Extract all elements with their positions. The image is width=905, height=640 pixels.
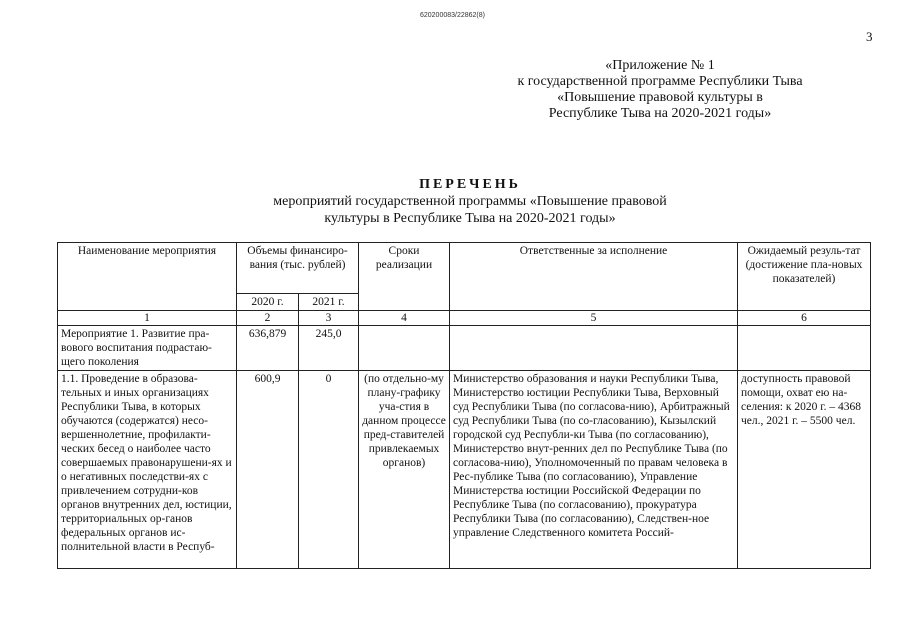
appendix-line: к государственной программе Республики Тыва [517,74,803,89]
appendix-line: Республике Тыва на 2020-2021 годы» [548,106,772,121]
header-responsible: Ответственные за исполнение [450,243,738,311]
funding-2020: 636,879 [237,326,299,371]
header-name: Наименование мероприятия [58,243,237,311]
funding-2020: 600,9 [237,371,299,569]
column-number-row [58,311,871,326]
event-responsible: Министерство образования и науки Республики Тыва, Министерство юстиции Республики Тыва, Верховный суд Республики Тыва (по согласова-нию), Арбитражный суд Республики Тыва (по со-гласованию), Кызылский городской суд Республи-ки Тыва (по согласованию), Министерство внут-ренних дел по Республике Тыва (по согласова-нию), Уполномоченный по правам человека в Рес-публике Тыва (по согласованию), Управление Министерства юстиции Российской Федерации по Республике Тыва (по согласованию), прокуратура Республики Тыва (по согласованию), Следствен-ное управление Следственного комитета Россий- [450,371,738,569]
event-expected [738,326,871,371]
appendix-line: «Повышение правовой культуры в [557,90,763,105]
table-row [58,371,871,569]
funding-2021: 0 [299,371,359,569]
column-number: 1 [58,311,237,326]
column-number: 3 [299,311,359,326]
column-number: 6 [738,311,871,326]
event-name: 1.1. Проведение в образова-тельных и иных организациях Республики Тыва, в которых обучаются (содержатся) несо-вершеннолетние, профилакти-ческих бесед о наиболее часто совершаемых правонарушени-ях и о негативных последстви-ях с привлечением сотрудни-ков органов внутренних дел, юстиции, территориальных ор-ганов федеральных органов ис-полнительной власти в Респуб- [58,371,237,569]
column-number: 4 [359,311,450,326]
title-main: ПЕРЕЧЕНЬ [419,177,521,192]
event-terms [359,326,450,371]
header-year-2020: 2020 г. [237,294,299,311]
appendix-line: «Приложение № 1 [605,58,715,73]
document-id: 620200083/22862(8) [419,12,485,19]
header-expected: Ожидаемый резуль-тат (достижение пла-новых показателей) [738,243,871,311]
event-name: Мероприятие 1. Развитие пра-вового воспитания подрастаю-щего поколения [58,326,237,371]
event-expected: доступность правовой помощи, охват ею на-селения: к 2020 г. – 4368 чел., 2021 г. – 5500 чел. [738,371,871,569]
events-table [57,242,871,569]
document-title [200,176,740,227]
header-year-2021: 2021 г. [299,294,359,311]
page-number: 3 [866,29,873,44]
column-number: 2 [237,311,299,326]
column-number: 5 [450,311,738,326]
event-terms: (по отдельно-му плану-графику уча-стия в данном процессе пред-ставителей привлекаемых органов) [359,371,450,569]
appendix-header [450,58,870,122]
title-subtitle-line: культуры в Республике Тыва на 2020-2021 годы» [324,211,616,226]
header-terms: Сроки реализации [359,243,450,311]
event-responsible [450,326,738,371]
funding-2021: 245,0 [299,326,359,371]
title-subtitle-line: мероприятий государственной программы «Повышение правовой [273,194,667,209]
table-row [58,326,871,371]
header-funding: Объемы финансиро-вания (тыс. рублей) [237,243,359,294]
